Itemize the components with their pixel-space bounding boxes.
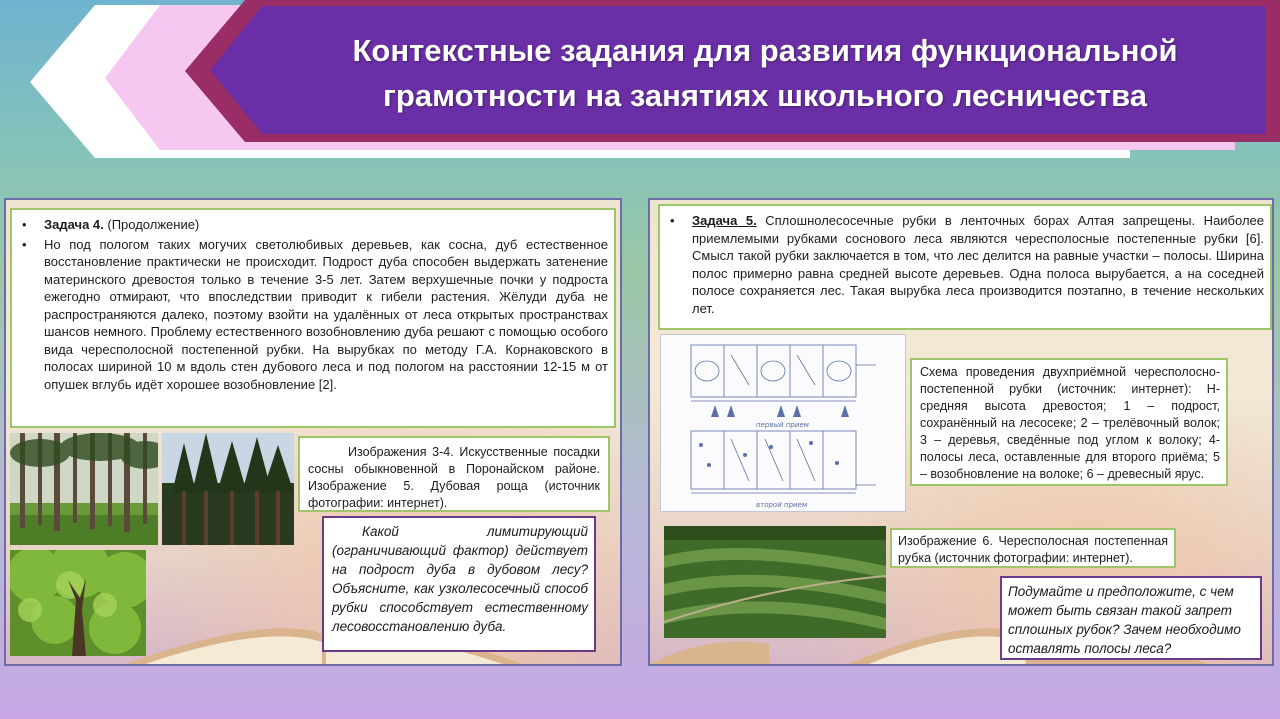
scheme-caption-box (910, 358, 1228, 486)
slide-task-5 (648, 198, 1274, 666)
task-5-question: Подумайте и предположите, с чем может быть связан такой запрет сплошных рубок? Зачем необходимо оставлять полосы леса? (1008, 584, 1241, 656)
scheme-caption: Схема проведения двухприёмной чересполосно-постепенной рубки (источник: интернет): Н- средняя высота древостоя; 1 – подрост, сохранённый на лесосеке; 2 – трелёвочный волок; 3 – деревья, сведённые под углом к волоку; 4- полосы леса, оставленные для второго приёма; 5 – возобновление на волоке; 6 – древесный ярус. (920, 365, 1220, 481)
task-5-label: Задача 5. (692, 213, 757, 228)
pine-plantation-photo-1 (10, 433, 158, 545)
task-4-heading (18, 216, 608, 234)
title-line-2: грамотности на занятиях школьного лесничества (383, 78, 1147, 113)
images-3-5-caption (298, 436, 610, 512)
task-4-text-box (10, 208, 616, 428)
task-4-label: Задача 4. (44, 217, 104, 232)
task-4-paragraph: • Но под пологом таких могучих светолюбивых деревьев, как сосна, дуб естественное восстановление практически не происходит. Подрост дуба способен выдержать затенение материнского древостоя только в течение 3-5 лет. Затем верхушечные почки у подроста ежегодно отмирают, что впоследствии приводит к гибели растения. Жёлуди дуба не распространяются далеко, поэтому взойти на удалённых от леса открытых пространствах шансов немного. Проблему естественного возобновлению дуба решают с помощью особого вида чересполосной постепенной рубки. На вырубках по методу Г.А. Корнаковского в полосах шириной 10 м вдоль стен дубового леса и под пологом на расстоянии 12-15 м от опушек вглубь идёт хорошее возобновление [2]. (18, 236, 608, 394)
task-4-suffix: (Продолжение) (103, 217, 200, 232)
task-4-question: Какой лимитирующий (ограничивающий фактор) действует на подрост дуба в дубовом лесу? Объясните, как узколесосечный способ рубки способствует естественному лесовосстановлению дуба. (332, 524, 588, 634)
slide-task-4 (4, 198, 622, 666)
task-5-paragraph (666, 212, 1264, 317)
caption-text: Изображения 3-4. Искусственные посадки сосны обыкновенной в Поронайском районе. Изображение 5. Дубовая роща (источник фотографии: интернет). (308, 445, 600, 510)
task-5-text: Сплошнолесосечные рубки в ленточных борах Алтая запрещены. Наиболее приемлемыми рубками соснового леса являются чересполосные постепенные рубки [6]. Смысл такой рубки заключается в том, что лес делится на равные участки – полосы. Ширина полос примерно равна средней высоте деревьев. Одна полоса вырубается, а на соседней полосе сохраняется лес. Такая вырубка леса производится поэтапно, в течение нескольких лет. (692, 213, 1264, 316)
task-5-question-box (1000, 576, 1262, 660)
pine-forest-photo-2 (162, 433, 294, 545)
header-banner (0, 0, 1280, 170)
image-6-caption: Изображение 6. Чересполосная постепенная рубка (источник фотографии: интернет). (898, 534, 1168, 565)
title-line-1: Контекстные задания для развития функциональной (352, 33, 1178, 68)
image-6-caption-box (890, 528, 1176, 568)
scheme-label-second: второй прием (756, 501, 808, 509)
task-4-question-box (322, 516, 596, 652)
task-5-text-box (658, 204, 1272, 330)
page-title (300, 28, 1230, 118)
strip-cutting-aerial-photo (664, 526, 886, 638)
cutting-scheme-diagram (660, 334, 906, 512)
oak-grove-photo (10, 550, 146, 656)
scheme-label-first: первый прием (756, 421, 809, 429)
